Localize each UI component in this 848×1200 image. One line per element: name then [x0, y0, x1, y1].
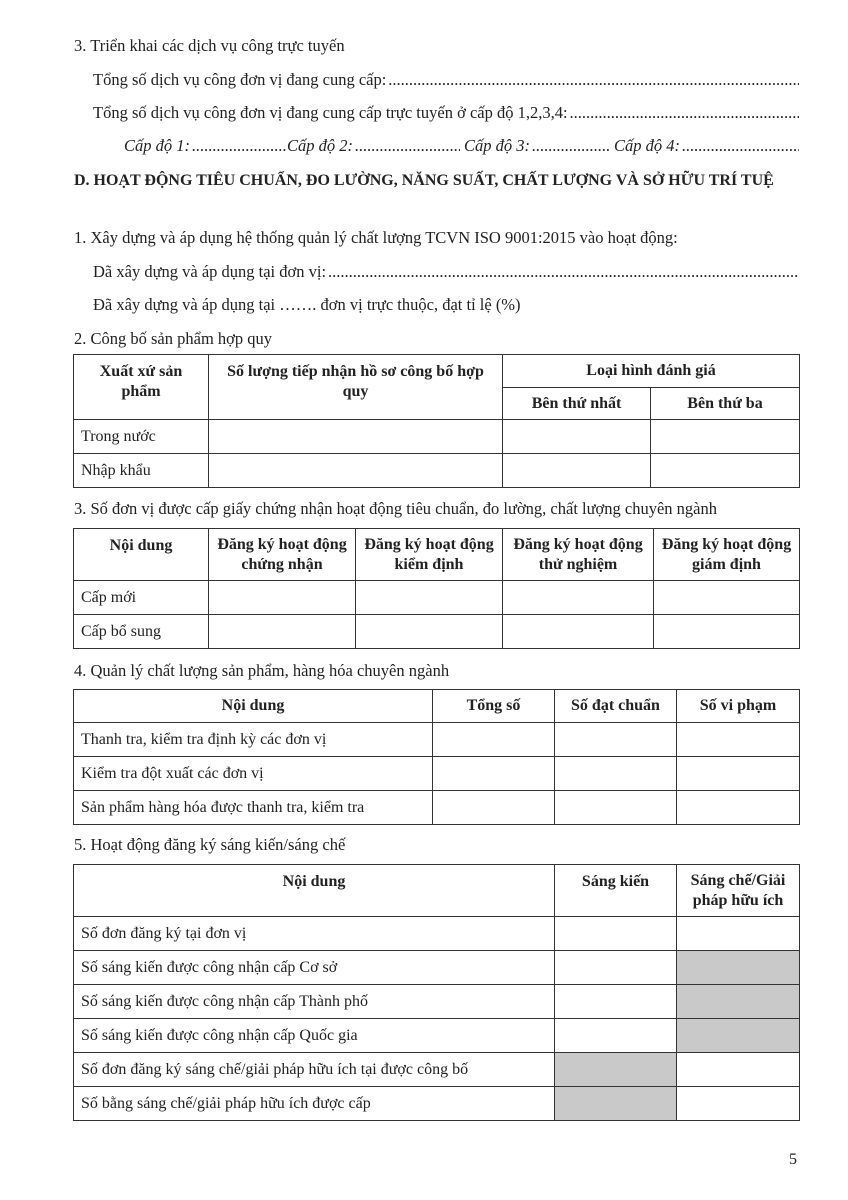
table-row [74, 951, 800, 985]
conformity-table [73, 354, 800, 488]
level-3-label: Cấp độ 3: [464, 136, 530, 155]
input-cell[interactable] [677, 1053, 800, 1087]
row-label: Số đơn đăng ký tại đơn vị [74, 917, 555, 951]
header-certification: Đăng ký hoạt động chứng nhận [209, 529, 356, 581]
header-testing: Đăng ký hoạt động thử nghiệm [503, 529, 654, 581]
table-row [74, 1053, 800, 1087]
header-total: Tổng số [433, 690, 555, 723]
header-count: Số lượng tiếp nhận hồ sơ công bố hợp quy [209, 355, 503, 420]
header-origin: Xuất xứ sản phẩm [74, 355, 209, 420]
table-row [74, 757, 800, 791]
service-levels-line [124, 136, 799, 156]
level-4-blank [682, 136, 799, 156]
input-cell[interactable] [677, 1087, 800, 1121]
input-cell[interactable] [651, 420, 800, 454]
table-row [74, 420, 800, 454]
table-row [74, 454, 800, 488]
online-service-count-blank [570, 103, 799, 123]
input-cell[interactable] [677, 917, 800, 951]
service-count-label: Tổng số dịch vụ công đơn vị đang cung cấp: [93, 70, 387, 89]
row-label: Nhập khẩu [74, 454, 209, 488]
row-label: Số sáng kiến được công nhận cấp Quốc gia [74, 1019, 555, 1053]
online-service-count-label: Tổng số dịch vụ công đơn vị đang cung cấp trực tuyến ở cấp độ 1,2,3,4: [93, 103, 568, 122]
header-third-party: Bên thứ ba [651, 388, 800, 420]
table-row [74, 791, 800, 825]
item5-title: 5. Hoạt động đăng ký sáng kiến/sáng chế [74, 835, 346, 854]
input-cell[interactable] [555, 1019, 677, 1053]
table-row [74, 985, 800, 1019]
table-row [74, 615, 800, 649]
header-content: Nội dung [74, 690, 433, 723]
row-label: Sản phẩm hàng hóa được thanh tra, kiểm tra [74, 791, 433, 825]
row-label: Cấp bổ sung [74, 615, 209, 649]
row-label: Số đơn đăng ký sáng chế/giải pháp hữu ích tại được công bố [74, 1053, 555, 1087]
item3-title: 3. Số đơn vị được cấp giấy chứng nhận hoạt động tiêu chuẩn, đo lường, chất lượng chuyên ngành [74, 499, 718, 518]
iso-unit-blank [328, 262, 799, 282]
table-row [74, 581, 800, 615]
header-inspection: Đăng ký hoạt động kiểm định [356, 529, 503, 581]
input-cell[interactable] [555, 951, 677, 985]
input-cell[interactable] [433, 791, 555, 825]
input-cell[interactable] [555, 985, 677, 1019]
table-row [74, 1019, 800, 1053]
row-label: Số sáng kiến được công nhận cấp Thành phố [74, 985, 555, 1019]
shaded-cell [677, 951, 800, 985]
row-label: Số sáng kiến được công nhận cấp Cơ sở [74, 951, 555, 985]
online-service-count-line [93, 103, 799, 123]
input-cell[interactable] [555, 791, 677, 825]
row-label: Cấp mới [74, 581, 209, 615]
table-row [74, 917, 800, 951]
shaded-cell [555, 1053, 677, 1087]
level-4-label: Cấp độ 4: [614, 136, 680, 155]
input-cell[interactable] [209, 581, 356, 615]
input-cell[interactable] [433, 723, 555, 757]
shaded-cell [555, 1087, 677, 1121]
input-cell[interactable] [654, 581, 800, 615]
input-cell[interactable] [555, 723, 677, 757]
row-label: Trong nước [74, 420, 209, 454]
header-assessment-type: Loại hình đánh giá [503, 355, 800, 388]
header-violations: Số vi phạm [677, 690, 800, 723]
iso-unit-line [93, 262, 799, 282]
service-count-blank [388, 70, 799, 90]
input-cell[interactable] [677, 791, 800, 825]
item4-title: 4. Quản lý chất lượng sản phẩm, hàng hóa chuyên ngành [74, 661, 450, 680]
innovation-table [73, 864, 800, 1121]
header-invention: Sáng chế/Giải pháp hữu ích [677, 865, 800, 917]
header-assessment: Đăng ký hoạt động giám định [654, 529, 800, 581]
header-content: Nội dung [74, 865, 555, 917]
input-cell[interactable] [677, 723, 800, 757]
input-cell[interactable] [209, 615, 356, 649]
table-row [74, 723, 800, 757]
input-cell[interactable] [503, 454, 651, 488]
table-row [74, 1087, 800, 1121]
input-cell[interactable] [555, 917, 677, 951]
input-cell[interactable] [209, 454, 503, 488]
service-count-line [93, 70, 799, 90]
level-1-blank [192, 136, 287, 156]
input-cell[interactable] [503, 615, 654, 649]
header-passed: Số đạt chuẩn [555, 690, 677, 723]
header-first-party: Bên thứ nhất [503, 388, 651, 420]
iso-subunit-line: Đã xây dựng và áp dụng tại ……. đơn vị trực thuộc, đạt tỉ lệ (%) [93, 295, 521, 314]
input-cell[interactable] [503, 420, 651, 454]
page-number: 5 [789, 1151, 797, 1168]
iso-unit-label: Dã xây dựng và áp dụng tại đơn vị: [93, 262, 327, 281]
header-content: Nội dung [74, 529, 209, 581]
item1-title: 1. Xây dựng và áp dụng hệ thống quản lý chất lượng TCVN ISO 9001:2015 vào hoạt động: [74, 228, 678, 247]
header-initiative: Sáng kiến [555, 865, 677, 917]
input-cell[interactable] [209, 420, 503, 454]
row-label: Số bằng sáng chế/giải pháp hữu ích được cấp [74, 1087, 555, 1121]
shaded-cell [677, 985, 800, 1019]
row-label: Thanh tra, kiểm tra định kỳ các đơn vị [74, 723, 433, 757]
input-cell[interactable] [356, 581, 503, 615]
shaded-cell [677, 1019, 800, 1053]
section-d-heading: D. HOẠT ĐỘNG TIÊU CHUẨN, ĐO LƯỜNG, NĂNG SUẤT, CHẤT LƯỢNG VÀ SỞ HỮU TRÍ TUỆ [74, 172, 774, 189]
level-2-label: Cấp độ 2: [287, 136, 353, 155]
level-3-blank [532, 136, 610, 156]
input-cell[interactable] [555, 757, 677, 791]
section-c3-title: 3. Triển khai các dịch vụ công trực tuyến [74, 36, 345, 55]
certification-table [73, 528, 800, 649]
quality-management-table [73, 689, 800, 825]
input-cell[interactable] [651, 454, 800, 488]
input-cell[interactable] [356, 615, 503, 649]
input-cell[interactable] [654, 615, 800, 649]
item2-title: 2. Công bố sản phẩm hợp quy [74, 329, 273, 348]
input-cell[interactable] [677, 757, 800, 791]
input-cell[interactable] [433, 757, 555, 791]
level-1-label: Cấp độ 1: [124, 136, 190, 155]
row-label: Kiểm tra đột xuất các đơn vị [74, 757, 433, 791]
level-2-blank [355, 136, 460, 156]
input-cell[interactable] [503, 581, 654, 615]
